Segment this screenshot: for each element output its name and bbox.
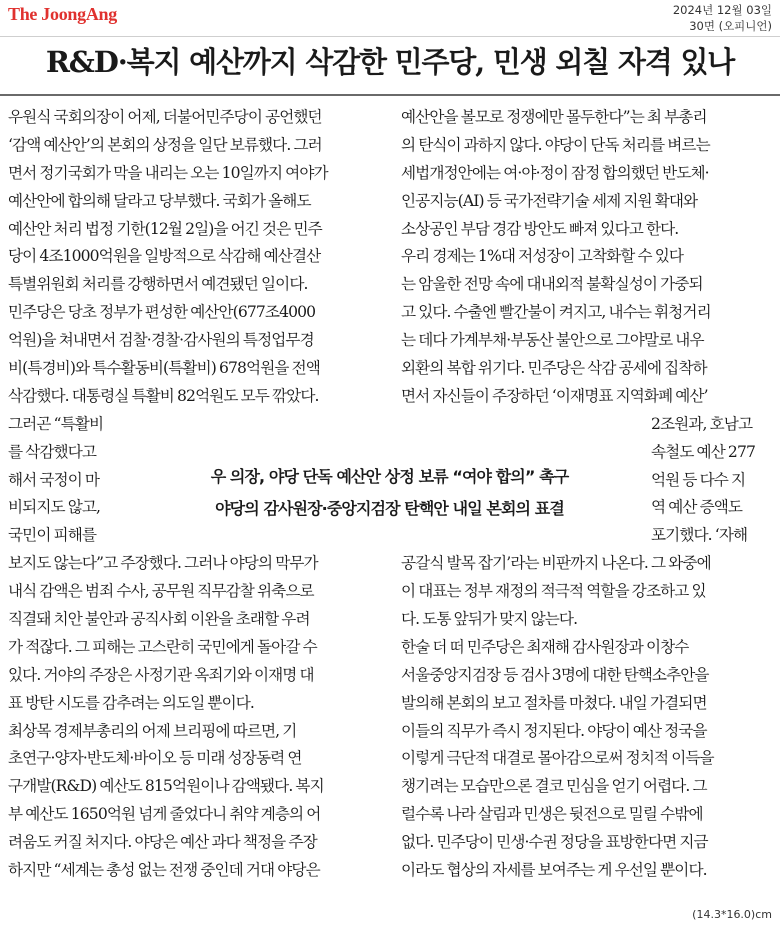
issue-page: 30면 (오피니언) bbox=[689, 19, 772, 33]
body-text-line: 삭감했다. 대통령실 특활비 82억원도 모두 깎았다. bbox=[8, 386, 319, 405]
headline-rule bbox=[0, 94, 780, 96]
body-text-line: 럴수록 나라 살림과 민생은 뒷전으로 밀릴 수밖에 bbox=[401, 805, 703, 824]
body-text-line: 면서 자신들이 주장하던 ‘이재명표 지역화폐 예산’ bbox=[401, 386, 708, 405]
body-text-line: 공갈식 발목 잡기’라는 비판까지 나온다. 그 와중에 bbox=[401, 554, 711, 573]
pull-quote-line: 야당의 감사원장·중앙지검장 탄핵안 내일 본회의 표결 bbox=[215, 499, 564, 518]
body-text-line: 다. 도통 앞뒤가 맞지 않는다. bbox=[401, 610, 578, 629]
body-text-line: 려움도 커질 처지다. 야당은 예산 과다 책정을 주장 bbox=[8, 833, 317, 852]
body-text-line: 서울중앙지검장 등 검사 3명에 대한 탄핵소추안을 bbox=[401, 665, 709, 684]
body-text-line: 없다. 민주당이 민생·수권 정당을 표방한다면 지금 bbox=[401, 833, 708, 852]
body-text-line: 민주당은 당초 정부가 편성한 예산안(677조4000 bbox=[8, 303, 316, 322]
body-text-line: 비(특경비)와 특수활동비(특활비) 678억원을 전액 bbox=[8, 359, 320, 378]
size-footnote: (14.3*16.0)cm bbox=[692, 908, 772, 921]
body-text-line: 가 적잖다. 그 피해는 고스란히 국민에게 돌아갈 수 bbox=[8, 637, 317, 656]
body-text-line: 속철도 예산 277 bbox=[651, 442, 755, 461]
body-text-line: 2조원과, 호남고 bbox=[651, 414, 753, 433]
body-text-line: 는 암울한 전망 속에 대내외적 불확실성이 가중되 bbox=[401, 275, 703, 294]
body-text-line: 하지만 “세계는 총성 없는 전쟁 중인데 거대 야당은 bbox=[8, 861, 320, 880]
body-text-line: 인공지능(AI) 등 국가전략기술 세제 지원 확대와 bbox=[401, 191, 698, 210]
body-text-line: 이 대표는 정부 재정의 적극적 역할을 강조하고 있 bbox=[401, 582, 706, 601]
body-text-line: 소상공인 부담 경감 방안도 빠져 있다고 한다. bbox=[401, 219, 679, 238]
body-text-line: 특별위원회 처리를 강행하면서 예견됐던 일이다. bbox=[8, 275, 308, 294]
body-text-line: 한술 더 떠 민주당은 최재해 감사원장과 이창수 bbox=[401, 637, 689, 656]
body-text-line: 있다. 거야의 주장은 사정기관 옥죄기와 이재명 대 bbox=[8, 665, 314, 684]
body-text-line: 부 예산도 1650억원 넘게 줄었다니 취약 계층의 어 bbox=[8, 805, 321, 824]
issue-date: 2024년 12월 03일 bbox=[672, 3, 772, 17]
body-text-line: 이들의 직무가 즉시 정지된다. 야당이 예산 정국을 bbox=[401, 721, 707, 740]
body-text-line: 국민이 피해를 bbox=[8, 526, 97, 545]
body-text-line: 보지도 않는다”고 주장했다. 그러나 야당의 막무가 bbox=[8, 554, 318, 573]
newspaper-logo: The JoongAng bbox=[8, 4, 117, 24]
body-text-line: 초연구·양자·반도체·바이오 등 미래 성장동력 연 bbox=[8, 749, 302, 768]
body-text-line: 는 데다 가계부채·부동산 불안으로 그야말로 내우 bbox=[401, 331, 704, 350]
body-text-line: 외환의 복합 위기다. 민주당은 삭감 공세에 집착하 bbox=[401, 359, 707, 378]
issue-info bbox=[673, 2, 772, 34]
body-text-line: 예산안 처리 법정 기한(12월 2일)을 어긴 것은 민주 bbox=[8, 219, 322, 238]
body-text-line: 세법개정안에는 여·야·정이 잠정 합의했던 반도체· bbox=[401, 163, 709, 182]
pull-quote bbox=[152, 461, 627, 525]
body-text-line: 그러곤 “특활비 bbox=[8, 414, 104, 433]
body-text-line: 의 탄식이 과하지 않다. 야당이 단독 처리를 벼르는 bbox=[401, 135, 710, 154]
body-text-line: 챙기려는 모습만으론 결코 민심을 얻기 어렵다. 그 bbox=[401, 777, 707, 796]
body-text-line: 역 예산 증액도 bbox=[651, 498, 743, 517]
body-text-line: 이렇게 극단적 대결로 몰아감으로써 정치적 이득을 bbox=[401, 749, 714, 768]
body-text-line: 최상목 경제부총리의 어제 브리핑에 따르면, 기 bbox=[8, 721, 297, 740]
body-text-line: 포기했다. ‘자해 bbox=[651, 526, 748, 545]
body-text-line: ‘감액 예산안’의 본회의 상정을 일단 보류했다. 그러 bbox=[8, 135, 322, 154]
body-text-line: 해서 국정이 마 bbox=[8, 470, 100, 489]
body-text-line: 예산안에 합의해 달라고 당부했다. 국회가 올해도 bbox=[8, 191, 311, 210]
body-text-line: 발의해 본회의 보고 절차를 마쳤다. 내일 가결되면 bbox=[401, 693, 707, 712]
body-text-line: 표 방탄 시도를 감추려는 의도일 뿐이다. bbox=[8, 693, 254, 712]
body-text-line: 억원 등 다수 지 bbox=[651, 470, 746, 489]
body-text-line: 우원식 국회의장이 어제, 더불어민주당이 공언했던 bbox=[8, 108, 322, 126]
body-text-line: 직결돼 치안 불안과 공직사회 이완을 초래할 우려 bbox=[8, 610, 310, 629]
body-text-line: 고 있다. 수출엔 빨간불이 켜지고, 내수는 휘청거리 bbox=[401, 303, 711, 322]
body-text-line: 비되지도 않고, bbox=[8, 498, 101, 517]
body-text-line: 를 삭감했다고 bbox=[8, 442, 97, 461]
body-text-line: 당이 4조1000억원을 일방적으로 삭감해 예산결산 bbox=[8, 247, 321, 266]
body-text-line: 예산안을 볼모로 정쟁에만 몰두한다”는 최 부총리 bbox=[401, 108, 707, 126]
editorial-headline: R&D·복지 예산까지 삭감한 민주당, 민생 외칠 자격 있나 bbox=[45, 45, 735, 79]
body-text-line: 억원)을 쳐내면서 검찰·경찰·감사원의 특정업무경 bbox=[8, 331, 314, 350]
top-rule bbox=[0, 36, 780, 37]
body-text-line: 구개발(R&D) 예산도 815억원이나 감액됐다. 복지 bbox=[8, 777, 324, 796]
body-text-line: 우리 경제는 1%대 저성장이 고착화할 수 있다 bbox=[401, 247, 684, 266]
pull-quote-line: 우 의장, 야당 단독 예산안 상정 보류 “여야 합의” 촉구 bbox=[210, 467, 569, 486]
body-text-line: 이라도 협상의 자세를 보여주는 게 우선일 뿐이다. bbox=[401, 861, 707, 880]
body-text-line: 면서 정기국회가 막을 내리는 오는 10일까지 여야가 bbox=[8, 163, 328, 182]
body-text-line: 내식 감액은 범죄 수사, 공무원 직무감찰 위축으로 bbox=[8, 582, 314, 601]
